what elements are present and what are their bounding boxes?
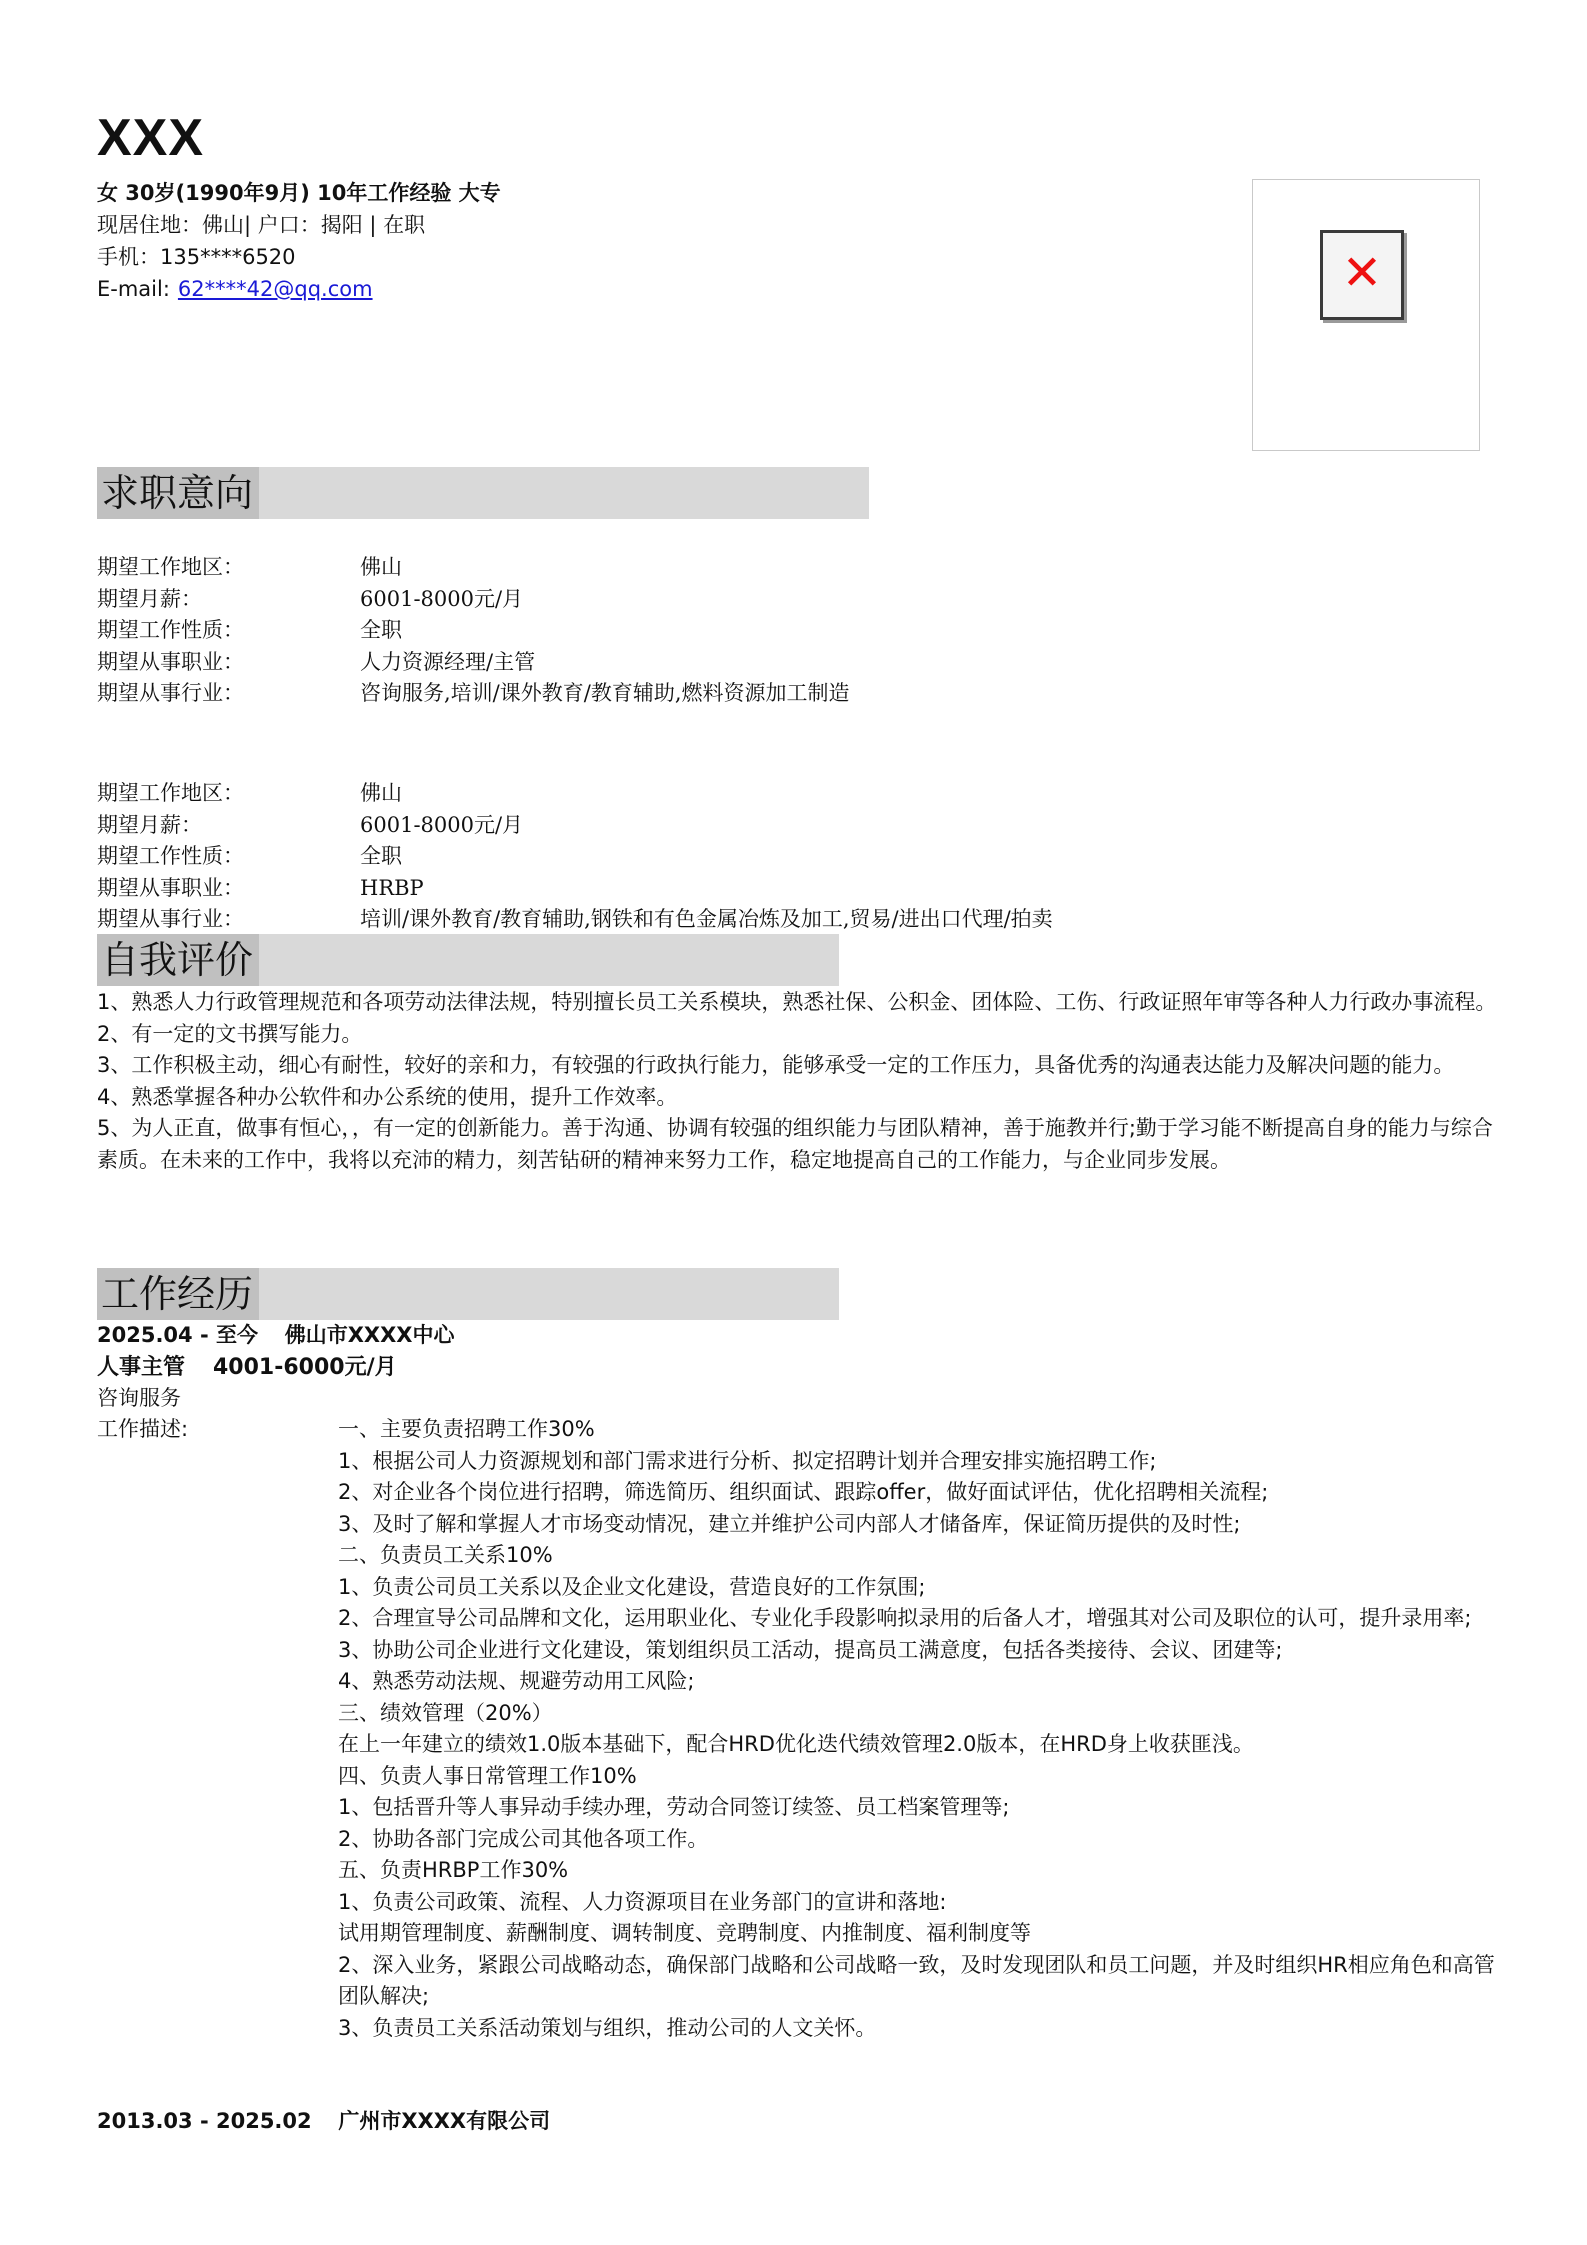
email-link[interactable]: 62****42@qq.com: [177, 277, 373, 301]
self-evaluation-list: [97, 987, 1507, 1176]
section-title-self-eval: 自我评价: [97, 934, 259, 986]
profile-email-row: [97, 273, 373, 305]
desc-line: 1、根据公司人力资源规划和部门需求进行分析、拟定招聘计划并合理安排实施招聘工作;: [338, 1448, 1157, 1473]
intent-row: 期望工作性质： 全职: [97, 844, 402, 868]
job-company: 佛山市XXXX中心: [284, 1323, 455, 1347]
profile-phone: 手机：135****6520: [97, 245, 296, 269]
job-title: 人事主管: [97, 1355, 186, 1380]
profile-photo-placeholder: [1252, 179, 1480, 451]
desc-line: 4、熟悉劳动法规、规避劳动用工风险;: [338, 1669, 695, 1693]
desc-line: 在上一年建立的绩效1.0版本基础下，配合HRD优化迭代绩效管理2.0版本，在HRD身上收获匪浅。: [338, 1732, 1254, 1756]
self-eval-item: 4、熟悉掌握各种办公软件和办公系统的使用，提升工作效率。: [97, 1084, 678, 1109]
job-1-title-row: [97, 1352, 397, 1384]
desc-line: 2、合理宣导公司品牌和文化，运用职业化、专业化手段影响拟录用的后备人才，增强其对公司及职位的认可，提升录用率;: [338, 1606, 1472, 1630]
intent-row: 期望月薪： 6001-8000元/月: [97, 812, 524, 837]
intent-row: 期望从事职业： 人力资源经理/主管: [97, 649, 536, 674]
intent-block-1: [97, 552, 850, 710]
desc-line: 三、绩效管理（20%）: [338, 1700, 553, 1725]
self-eval-item: 1、熟悉人力行政管理规范和各项劳动法律法规，特别擅长员工关系模块，熟悉社保、公积金、团体险、工伤、行政证照年审等各种人力行政办事流程。: [97, 990, 1497, 1014]
intent-row: 期望工作地区： 佛山: [97, 781, 402, 805]
desc-line: 3、负责员工关系活动策划与组织，推动公司的人文关怀。: [338, 2015, 877, 2040]
desc-line: 五、负责HRBP工作30%: [338, 1858, 569, 1882]
section-header-self-eval: [97, 934, 839, 986]
desc-line: 四、负责人事日常管理工作10%: [338, 1763, 637, 1788]
self-eval-item: 5、为人正直，做事有恒心，，有一定的创新能力。善于沟通、协调有较强的组织能力与团队精神，善于施教并行;勤于学习能不断提高自身的能力与综合素质。在未来的工作中，我将以充沛的精力，刻苦钻研的精神来努力工作，稳定地提高自己的工作能力，与企业同步发展。: [97, 1116, 1493, 1172]
section-header-intent: [97, 467, 869, 519]
self-eval-item: 2、有一定的文书撰写能力。: [97, 1021, 363, 1046]
intent-block-2: [97, 778, 1053, 936]
section-header-work: [97, 1268, 839, 1320]
desc-line: 二、负责员工关系10%: [338, 1543, 553, 1567]
job-2-header: [97, 2106, 550, 2138]
intent-row: 期望从事行业： 培训/课外教育/教育辅助,钢铁和有色金属冶炼及加工,贸易/进出口代理/拍卖: [97, 907, 1053, 931]
desc-line: 3、及时了解和掌握人才市场变动情况，建立并维护公司内部人才储备库，保证简历提供的及时性;: [338, 1511, 1241, 1536]
section-title-work: 工作经历: [97, 1268, 259, 1320]
intent-row: 期望从事职业： HRBP: [97, 875, 424, 900]
job-1-description: [338, 1414, 1508, 2044]
intent-row: 期望工作地区： 佛山: [97, 555, 402, 579]
section-title-intent: 求职意向: [97, 467, 259, 519]
intent-row: 期望月薪： 6001-8000元/月: [97, 586, 524, 611]
self-eval-item: 3、工作积极主动，细心有耐性，较好的亲和力，有较强的行政执行能力，能够承受一定的工作压力，具备优秀的沟通表达能力及解决问题的能力。: [97, 1053, 1455, 1077]
job-salary: 4001-6000元/月: [213, 1355, 397, 1380]
profile-summary: 女 30岁(1990年9月) 10年工作经验 大专: [97, 181, 501, 205]
desc-line: 试用期管理制度、薪酬制度、调转制度、竞聘制度、内推制度、福利制度等: [338, 1921, 1031, 1945]
desc-line: 2、对企业各个岗位进行招聘，筛选简历、组织面试、跟踪offer，做好面试评估，优化招聘相关流程;: [338, 1480, 1269, 1504]
desc-line: 2、深入业务，紧跟公司战略动态，确保部门战略和公司战略一致，及时发现团队和员工问题，并及时组织HR相应角色和高管团队解决;: [338, 1952, 1495, 2008]
job-desc-label: 工作描述:: [97, 1417, 189, 1441]
desc-line: 1、包括晋升等人事异动手续办理，劳动合同签订续签、员工档案管理等;: [338, 1795, 1010, 1819]
job-industry: 咨询服务: [97, 1386, 181, 1410]
desc-line: 一、主要负责招聘工作30%: [338, 1417, 595, 1441]
candidate-name: XXX: [97, 109, 205, 167]
desc-line: 2、协助各部门完成公司其他各项工作。: [338, 1826, 709, 1851]
desc-line: 3、协助公司企业进行文化建设，策划组织员工活动，提高员工满意度，包括各类接待、会议、团建等;: [338, 1637, 1283, 1662]
email-label: E-mail:: [97, 277, 170, 301]
job-period: 2025.04 - 至今: [97, 1323, 258, 1347]
desc-line: 1、负责公司政策、流程、人力资源项目在业务部门的宣讲和落地:: [338, 1889, 947, 1914]
intent-row: 期望从事行业： 咨询服务,培训/课外教育/教育辅助,燃料资源加工制造: [97, 681, 850, 705]
profile-residence: 现居住地：佛山| 户口：揭阳 | 在职: [97, 213, 426, 237]
job-period: 2013.03 - 2025.02: [97, 2109, 312, 2133]
broken-image-icon: ✕: [1320, 230, 1404, 320]
job-1-header: [97, 1320, 454, 1352]
job-company: 广州市XXXX有限公司: [338, 2109, 551, 2133]
intent-row: 期望工作性质： 全职: [97, 618, 402, 642]
desc-line: 1、负责公司员工关系以及企业文化建设，营造良好的工作氛围;: [338, 1574, 926, 1599]
